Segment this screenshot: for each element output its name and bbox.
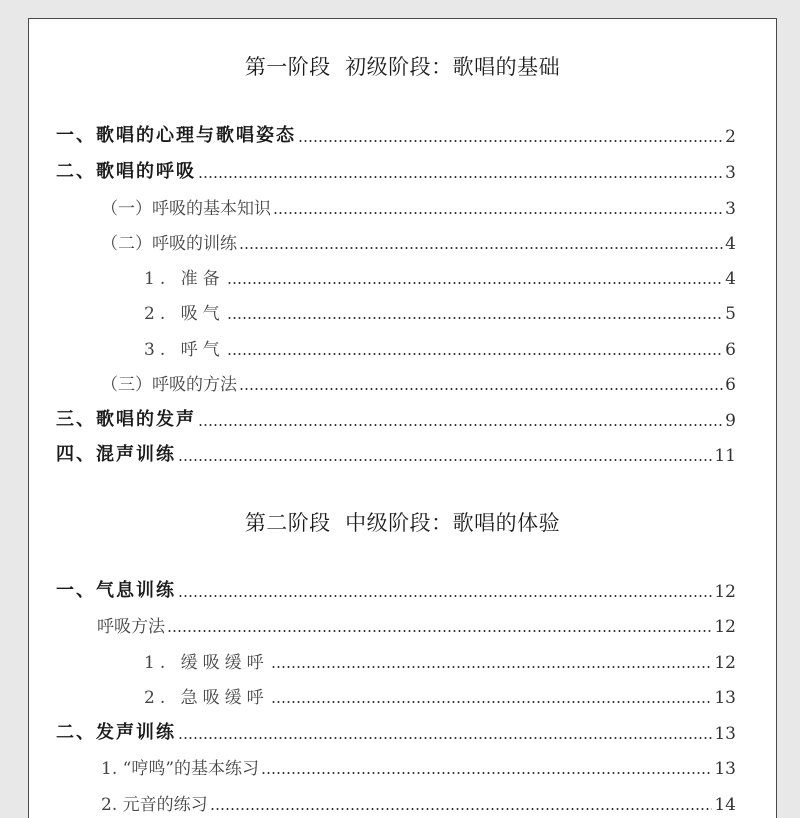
toc-entry[interactable] — [101, 787, 736, 815]
toc-entry-label: 二、歌唱的呼吸 — [56, 161, 196, 182]
toc-entry[interactable] — [101, 191, 736, 219]
dot-leader — [261, 772, 712, 774]
dot-leader — [239, 388, 723, 390]
toc-entry[interactable] — [56, 716, 736, 744]
toc-entry[interactable] — [144, 261, 736, 289]
toc-entry-label: （二）呼吸的训练 — [101, 234, 237, 254]
toc-entry-label: 一、歌唱的心理与歌唱姿态 — [56, 125, 296, 146]
toc-entry[interactable] — [56, 155, 736, 183]
toc-page-number: 13 — [714, 759, 736, 779]
toc-page-number: 2 — [725, 127, 736, 147]
toc-entry-label: 四、混声训练 — [56, 444, 176, 465]
toc-page-number: 12 — [714, 653, 736, 673]
toc-entry[interactable] — [97, 609, 736, 637]
toc-entry-label: （三）呼吸的方法 — [101, 375, 237, 395]
toc-entry[interactable] — [101, 226, 736, 254]
toc-entry[interactable] — [144, 680, 736, 708]
toc-page-number: 4 — [725, 269, 736, 289]
toc-entry-label: 三、歌唱的发声 — [56, 409, 196, 430]
toc-entry[interactable] — [56, 574, 736, 602]
toc-page-number: 6 — [725, 340, 736, 360]
dot-leader — [198, 424, 723, 426]
toc-entry-label: 呼吸方法 — [97, 617, 165, 637]
toc-entry[interactable] — [101, 367, 736, 395]
toc-page-number: 11 — [714, 446, 736, 466]
toc-entry[interactable] — [144, 332, 736, 360]
toc-entry-label: 1. 缓吸缓呼 — [144, 653, 269, 673]
dot-leader — [273, 212, 723, 214]
toc-page-number: 6 — [725, 375, 736, 395]
dot-leader — [271, 701, 713, 703]
dot-leader — [227, 317, 724, 319]
toc-page-number: 13 — [714, 688, 736, 708]
toc-entry-label: 1. “哼鸣”的基本练习 — [101, 759, 260, 779]
toc-page-number: 4 — [725, 234, 736, 254]
dot-leader — [178, 595, 712, 597]
toc-entry[interactable] — [144, 645, 736, 673]
toc-entry-label: 2. 急吸缓呼 — [144, 688, 269, 708]
toc-entry[interactable] — [101, 751, 736, 779]
dot-leader — [167, 630, 712, 632]
toc-page-number: 9 — [725, 411, 736, 431]
toc-page-number: 12 — [714, 617, 736, 637]
toc-entry-label: 二、发声训练 — [56, 722, 176, 743]
toc-entry-label: 3. 呼气 — [144, 340, 225, 360]
dot-leader — [227, 282, 724, 284]
section-title-stage-2: 第二阶段 中级阶段：歌唱的体验 — [244, 511, 561, 535]
dot-leader — [198, 176, 723, 178]
dot-leader — [271, 666, 713, 668]
toc-entry[interactable] — [56, 403, 736, 431]
toc-page-number: 13 — [714, 724, 736, 744]
toc-entry-label: 2. 元音的练习 — [101, 795, 208, 815]
toc-entry[interactable] — [144, 296, 736, 324]
dot-leader — [239, 247, 723, 249]
toc-page-number: 14 — [714, 795, 736, 815]
toc-entry[interactable] — [56, 119, 736, 147]
toc-entry-label: 一、气息训练 — [56, 580, 176, 601]
section-title-stage-1: 第一阶段 初级阶段：歌唱的基础 — [244, 55, 561, 79]
dot-leader — [178, 737, 712, 739]
dot-leader — [227, 353, 724, 355]
toc-entry-label: （一）呼吸的基本知识 — [101, 199, 271, 219]
dot-leader — [178, 459, 712, 461]
toc-page — [28, 18, 777, 818]
toc-entry-label: 2. 吸气 — [144, 304, 225, 324]
dot-leader — [210, 808, 713, 810]
toc-page-number: 3 — [725, 199, 736, 219]
toc-page-number: 5 — [725, 304, 736, 324]
toc-entry[interactable] — [56, 438, 736, 466]
dot-leader — [298, 140, 723, 142]
toc-page-number: 12 — [714, 582, 736, 602]
toc-entry-label: 1. 准备 — [144, 269, 225, 289]
toc-page-number: 3 — [725, 163, 736, 183]
